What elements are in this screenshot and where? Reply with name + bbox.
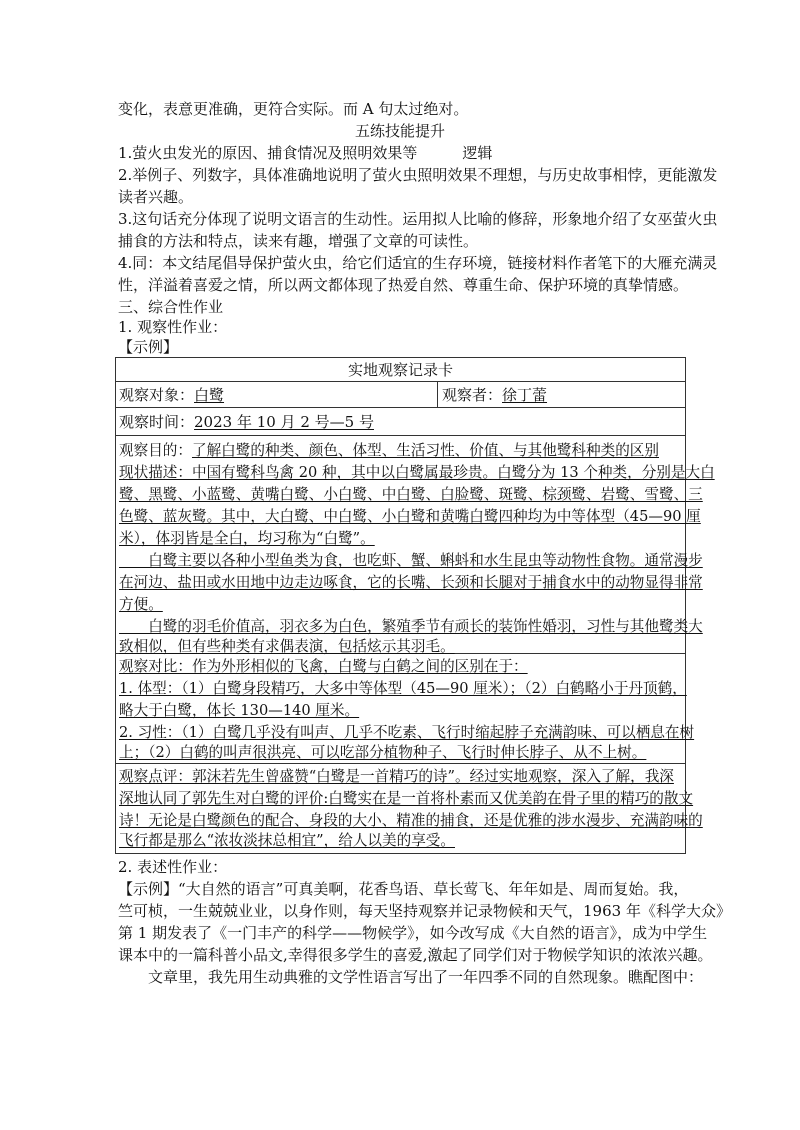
time-value: 2023 年 10 月 2 号—5 号: [194, 413, 374, 431]
answer-4: 4.同：本文结尾倡导保护萤火虫，给它们适宜的生存环境，链接材料作者笔下的大雁充满灵: [118, 254, 718, 272]
status-line: 现状描述：中国有鹭科鸟禽 20 种，其中以白鹭属最珍贵。白鹭分为 13 个种类，分别是大白: [119, 464, 715, 481]
review-line: 深地认同了郭先生对白鹭的评价:白鹭实在是一首将朴素而又优美韵在骨子里的精巧的散文: [119, 790, 694, 807]
card-title-row: [116, 358, 685, 382]
observer-field: [442, 384, 547, 406]
card-object-row: [116, 382, 685, 408]
time-field: [119, 411, 374, 433]
answer-1: 1.萤火虫发光的原因、捕食情况及照明效果等 逻辑: [118, 144, 493, 162]
object-field: [119, 384, 224, 406]
status-line: 米），体羽皆是全白，均习称为“白鹭”。: [119, 530, 375, 547]
object-value: 白鹭: [194, 386, 225, 404]
compare-line: 观察对比：作为外形相似的飞禽，白鹭与白鹤之间的区别在于：: [119, 658, 528, 675]
compare-line: 2. 习性：（1）白鹭几乎没有叫声、几乎不吃素、飞行时缩起脖子充满韵味、可以栖息在树: [119, 724, 695, 741]
example-paragraph-line: 第 1 期发表了《一门丰产的科学——物候学》，如今改写成《大自然的语言》，成为中学生: [118, 924, 708, 942]
answer-4-cont: 性，洋溢着喜爱之情，所以两文都体现了热爱自然、尊重生命、保护环境的真挚情感。: [118, 276, 689, 294]
example-paragraph-line: 竺可桢，一生兢兢业业，以身作则，每天坚持观察并记录物候和天气，1963 年《科学大众》: [118, 902, 731, 920]
card-title: 实地观察记录卡: [347, 361, 453, 379]
column-divider: [437, 382, 438, 408]
subsection-2-heading: 2. 表述性作业：: [118, 858, 228, 876]
review-line: 诗！无论是白鹭颜色的配合、身段的大小、精准的捕食，还是优雅的涉水漫步、充满韵味的: [119, 812, 703, 829]
card-description-row: [116, 436, 715, 655]
section-heading: 五练技能提升: [354, 122, 445, 140]
status-line: 在河边、盐田或水田地中边走边啄食，它的长嘴、长颈和长腿对于捕食水中的动物显得非常: [119, 574, 703, 591]
subsection-1-heading: 1. 观察性作业：: [118, 318, 228, 336]
observation-record-card: [115, 357, 715, 854]
answer-3: 3.这句话充分体现了说明文语言的生动性。运用拟人比喻的修辞，形象地介绍了女巫萤火虫: [118, 210, 718, 228]
status-line: 致相似，但有些种类有求偶表演，包括炫示其羽毛。: [119, 638, 455, 655]
purpose-value: 了解白鹭的种类、颜色、体型、生活习性、价值、与其他鹭科种类的区别: [191, 442, 659, 459]
card-compare-row: [116, 654, 695, 764]
observer-value: 徐丁蕾: [502, 386, 548, 404]
observer-label: 观察者：: [442, 386, 503, 404]
time-label: 观察时间：: [119, 413, 195, 431]
compare-line: 略大于白鹭，体长 130—140 厘米。: [119, 702, 360, 719]
purpose-line: [119, 440, 659, 462]
answer-2-cont: 读者兴趣。: [118, 188, 194, 206]
answer-2: 2.举例子、列数字，具体准确地说明了萤火虫照明效果不理想，与历史故事相悖，更能激发: [118, 166, 718, 184]
example-paragraph-line: 文章里，我先用生动典雅的文学性语言写出了一年四季不同的自然现象。瞧配图中：: [118, 968, 704, 986]
section-3-heading: 三、综合性作业: [118, 298, 224, 316]
status-line: 鹭、黑鹭、小蓝鹭、黄嘴白鹭、小白鹭、中白鹭、白脸鹭、斑鹭、棕颈鹭、岩鹭、雪鹭、三: [119, 486, 703, 503]
compare-line: 上；（2）白鹤的叫声很洪亮、可以吃部分植物种子、飞行时伸长脖子、从不上树。: [119, 744, 647, 761]
object-label: 观察对象：: [119, 386, 195, 404]
status-line: 方便。: [119, 596, 163, 613]
card-time-row: [116, 408, 685, 436]
example-paragraph-line: 【示例】“大自然的语言”可真美啊，花香鸟语、草长莺飞、年年如是、周而复始。我，: [118, 880, 689, 898]
card-review-row: [116, 764, 703, 853]
status-line: 白鹭的羽毛价值高，羽衣多为白色，繁殖季节有顽长的装饰性婚羽，习性与其他鹭类大: [119, 618, 703, 635]
example-label: 【示例】: [118, 338, 179, 356]
compare-line: 1. 体型：（1）白鹭身段精巧，大多中等体型（45—90 厘米）；（2）白鹤略小于丹顶鹤，: [119, 680, 687, 697]
review-line: 飞行都是那么“浓妆淡抹总相宜”，给人以美的享受。: [119, 832, 455, 849]
review-line: 观察点评：郭沫若先生曾盛赞“白鹭是一首精巧的诗”。经过实地观察，深入了解，我深: [119, 768, 674, 785]
purpose-label: 观察目的：: [119, 442, 192, 459]
example-paragraph-line: 课本中的一篇科普小品文,幸得很多学生的喜爱,激起了同学们对于物候学知识的浓浓兴趣。: [118, 946, 713, 964]
answer-3-cont: 捕食的方法和特点，读来有趣，增强了文章的可读性。: [118, 232, 479, 250]
status-line: 色鹭、蓝灰鹭。其中，大白鹭、中白鹭、小白鹭和黄嘴白鹭四种均为中等体型（45—90 厘: [119, 508, 701, 525]
text-line: 变化，表意更准确，更符合实际。而 A 句太过绝对。: [118, 100, 469, 118]
status-line: 白鹭主要以各种小型鱼类为食，也吃虾、蟹、蝌蚪和水生昆虫等动物性食物。通常漫步: [119, 552, 703, 569]
